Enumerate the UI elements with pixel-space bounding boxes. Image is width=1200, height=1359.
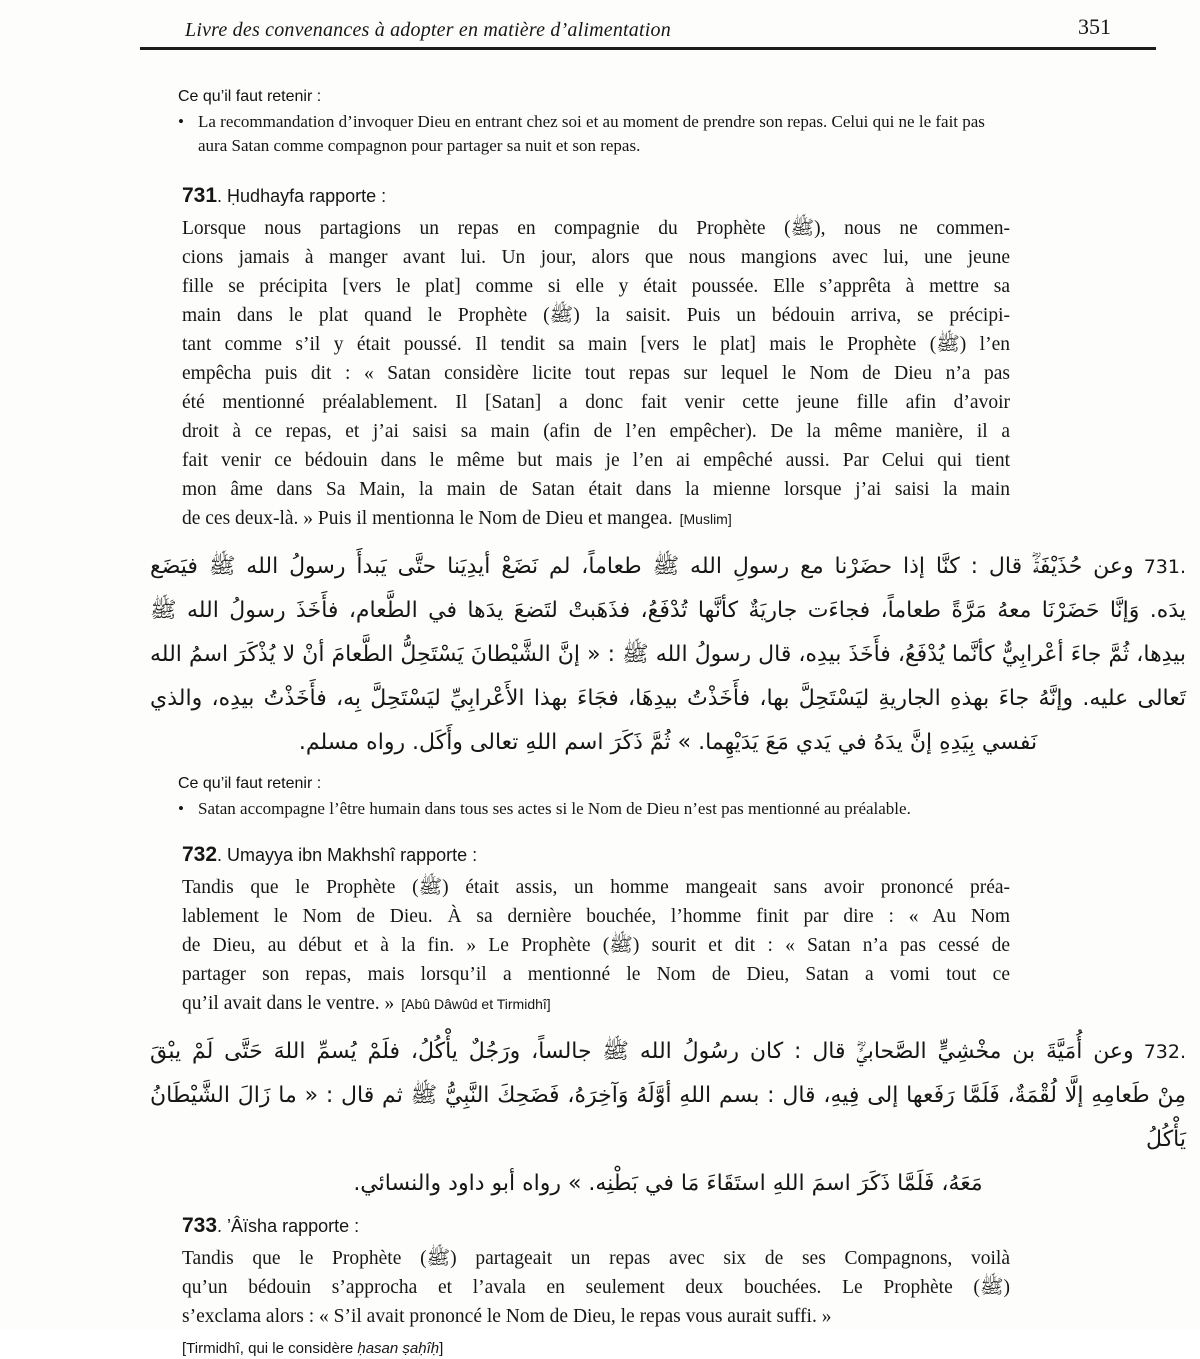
hadith-732-french-paragraph: [182, 873, 1010, 1018]
retenir-text: La recommandation d’invoquer Dieu en entrant chez soi et au moment de prendre son repas. Celui qui ne le fait pas aura Satan comme compagnon pour partager sa nuit et son repas.: [198, 112, 985, 155]
hadith-reporter: . ’Âïsha rapporte :: [217, 1216, 360, 1236]
french-line: main dans le plat quand le Prophète (ﷺ) la saisit. Puis un bédouin arriva, se précipi-: [182, 305, 1010, 326]
french-line: Tandis que le Prophète (ﷺ) partageait un repas avec six de ses Compagnons, voilà: [182, 1248, 1010, 1269]
bullet-icon: •: [178, 112, 184, 131]
french-line: tant comme s’il y était poussé. Il tendit sa main [vers le plat] mais le Prophète (ﷺ) l’en: [182, 334, 1010, 355]
french-line: [182, 989, 1010, 1018]
page-content: [0, 86, 1200, 1359]
arabic-line: يدَه. وَإنَّا حَضَرْنَا معهُ مَرَّةً طعاماً، فجاءَت جاريَةٌ كأنَّها تُدْفَعُ، فذَهَبتْ لتَضعَ يدَها في الطَّعام، فأَخَذَ رسولُ الله ﷺ: [150, 598, 1186, 623]
hadith-number: 733: [182, 1214, 218, 1237]
retenir-item: [178, 797, 998, 821]
arabic-line-text: وعن حُذَيْفَةَؓ قال : كنَّا إذا حضَرْنا مع رسولِ الله ﷺ طعاماً، لم نَضَعْ أيدِيَنا حتَّى يَبدأَ رسولُ الله ﷺ فيَضَع: [150, 554, 1134, 579]
french-line: Lorsque nous partagions un repas en compagnie du Prophète (ﷺ), nous ne commen-: [182, 218, 1010, 239]
arabic-line: [150, 1030, 1186, 1074]
retenir-section-1: [178, 86, 998, 158]
source-tag-muslim: [Muslim]: [679, 511, 732, 527]
french-line-text: qu’il avait dans le ventre. »: [182, 993, 395, 1014]
hadith-731-french-paragraph: [182, 214, 1010, 533]
hadith-732-arabic-paragraph: [150, 1030, 1186, 1206]
french-line: fille se précipita [vers le plat] comme si elle y était poussée. Elle s’apprêta à mettre sa: [182, 276, 1010, 297]
arabic-hadith-number: 731.: [1143, 556, 1186, 578]
french-line: partager son repas, mais lorsqu’il a mentionné le Nom de Dieu, Satan a vomi tout ce: [182, 964, 1010, 985]
source-tag-tirmidhi-hasan-sahih: [182, 1339, 1200, 1359]
source-grade: ḥasan ṣaḥîḥ: [357, 1340, 440, 1357]
hadith-731-heading: [182, 184, 1200, 208]
retenir-item: [178, 110, 998, 158]
arabic-line-text: وعن أُمَيَّةَ بن مخْشِيٍّ الصَّحابيِّؓ قال : كان رسُولُ الله ﷺ جالساً، ورَجُلٌ يأْكُلُ، فلَمْ يُسمِّ اللهَ حَتَّى لَمْ يبْقَ: [150, 1039, 1134, 1064]
hadith-731-arabic-paragraph: [150, 545, 1186, 765]
french-line: empêcha puis dit : « Satan considère licite tout repas sur lequel le Nom de Dieu n’a pas: [182, 363, 1010, 384]
hadith-733-french-paragraph: [182, 1244, 1010, 1331]
source-suffix: ]: [439, 1340, 444, 1357]
french-line: lablement le Nom de Dieu. À sa dernière bouchée, l’homme finit par dire : « Au Nom: [182, 906, 1010, 927]
retenir-label: Ce qu’il faut retenir :: [178, 775, 322, 792]
retenir-label: Ce qu’il faut retenir :: [178, 88, 322, 105]
arabic-line: مَعَهُ، فَلَمَّا ذَكَرَ اسمَ اللهِ استَقَاءَ مَا في بَطْنِه. » رواه أبو داود والنسائي.: [353, 1171, 983, 1196]
arabic-line: نَفسي بِيَدِهِ إنَّ يدَهُ في يَدي مَعَ يَدَيْهِما. » ثُمَّ ذَكَرَ اسم اللهِ تعالى وأَكَل. رواه مسلم.: [298, 730, 1038, 755]
hadith-732-heading: [182, 843, 1200, 867]
retenir-section-2: [178, 773, 998, 821]
arabic-line: [150, 545, 1186, 589]
french-line: qu’un bédouin s’approcha et l’avala en seulement deux bouchées. Le Prophète (ﷺ): [182, 1277, 1010, 1298]
hadith-reporter: . Ḥudhayfa rapporte :: [217, 186, 387, 206]
arabic-line: تَعالى عليه. وإنَّهُ جاءَ بهذهِ الجاريةِ ليَسْتَحِلَّ بها، فأَخَذْتُ بيدِهَا، فجَاءَ بهذا الأَعْرابِيِّ ليَسْتَحِلَّ بِه، فأَخَذْتُ بيدِه، والذي: [150, 686, 1186, 711]
hadith-number: 732: [182, 843, 218, 866]
french-line: s’exclama alors : « S’il avait prononcé le Nom de Dieu, le repas vous aurait suffi. »: [182, 1306, 832, 1327]
header-rule-divider: [140, 47, 1156, 50]
bullet-icon: •: [178, 799, 184, 818]
source-tag-abu-dawud-tirmidhi: [Abû Dâwûd et Tirmidhî]: [401, 996, 551, 1012]
page-number: 351: [1078, 14, 1111, 39]
hadith-number: 731: [182, 184, 218, 207]
hadith-reporter: . Umayya ibn Makhshî rapporte :: [217, 845, 478, 865]
retenir-text: Satan accompagne l’être humain dans tous ses actes si le Nom de Dieu n’est pas mentionné au préalable.: [198, 799, 911, 818]
french-line: cions jamais à manger avant lui. Un jour, alors que nous mangions avec lui, une jeune: [182, 247, 1010, 268]
page-title: Livre des convenances à adopter en matière d’alimentation: [185, 19, 671, 41]
french-line: Tandis que le Prophète (ﷺ) était assis, un homme mangeait sans avoir prononcé préa-: [182, 877, 1011, 898]
french-line: de Dieu, au début et à la fin. » Le Prophète (ﷺ) sourit et dit : « Satan n’a pas cessé de: [182, 935, 1011, 956]
french-line: [182, 504, 1010, 533]
hadith-733-heading: [182, 1214, 1200, 1238]
french-line-text: de ces deux-là. » Puis il mentionna le Nom de Dieu et mangea.: [182, 508, 673, 529]
source-prefix: [Tirmidhî, qui le considère: [182, 1340, 358, 1357]
french-line: été mentionné préalablement. Il [Satan] a donc fait venir cette jeune fille afin d’avoir: [182, 392, 1010, 413]
arabic-line: مِنْ طَعامِهِ إلَّا لُقْمَةٌ، فَلَمَّا رَفَعها إلى فِيهِ، قال : بسم اللهِ أوَّلَهُ وَآخِرَهُ، فَضَحِكَ النَّبِيُّ ﷺ ثم قال : « ما زَالَ الشَّيْطَانُ يَأْكُلُ: [150, 1083, 1186, 1152]
french-line: mon âme dans Sa Main, la main de Satan était dans la mienne lorsque j’ai saisi la main: [182, 479, 1010, 500]
arabic-line: بيدِها، ثُمَّ جاءَ أعْرابِيٌّ كأنَّما يُدْفَعُ، فأَخَذَ بيدِه، قال رسولُ الله ﷺ : « إنَّ الشَّيْطانَ يَسْتَحِلُّ الطَّعامَ أنْ لا يُذْكَرَ اسمُ الله: [150, 642, 1186, 667]
french-line: droit à ce repas, et j’ai saisi sa main (afin de l’en empêcher). De la même manière, il a: [182, 421, 1010, 442]
french-line: fait venir ce bédouin dans le même but mais je l’en ai empêché aussi. Par Celui qui tient: [182, 450, 1010, 471]
arabic-hadith-number: 732.: [1143, 1041, 1186, 1063]
